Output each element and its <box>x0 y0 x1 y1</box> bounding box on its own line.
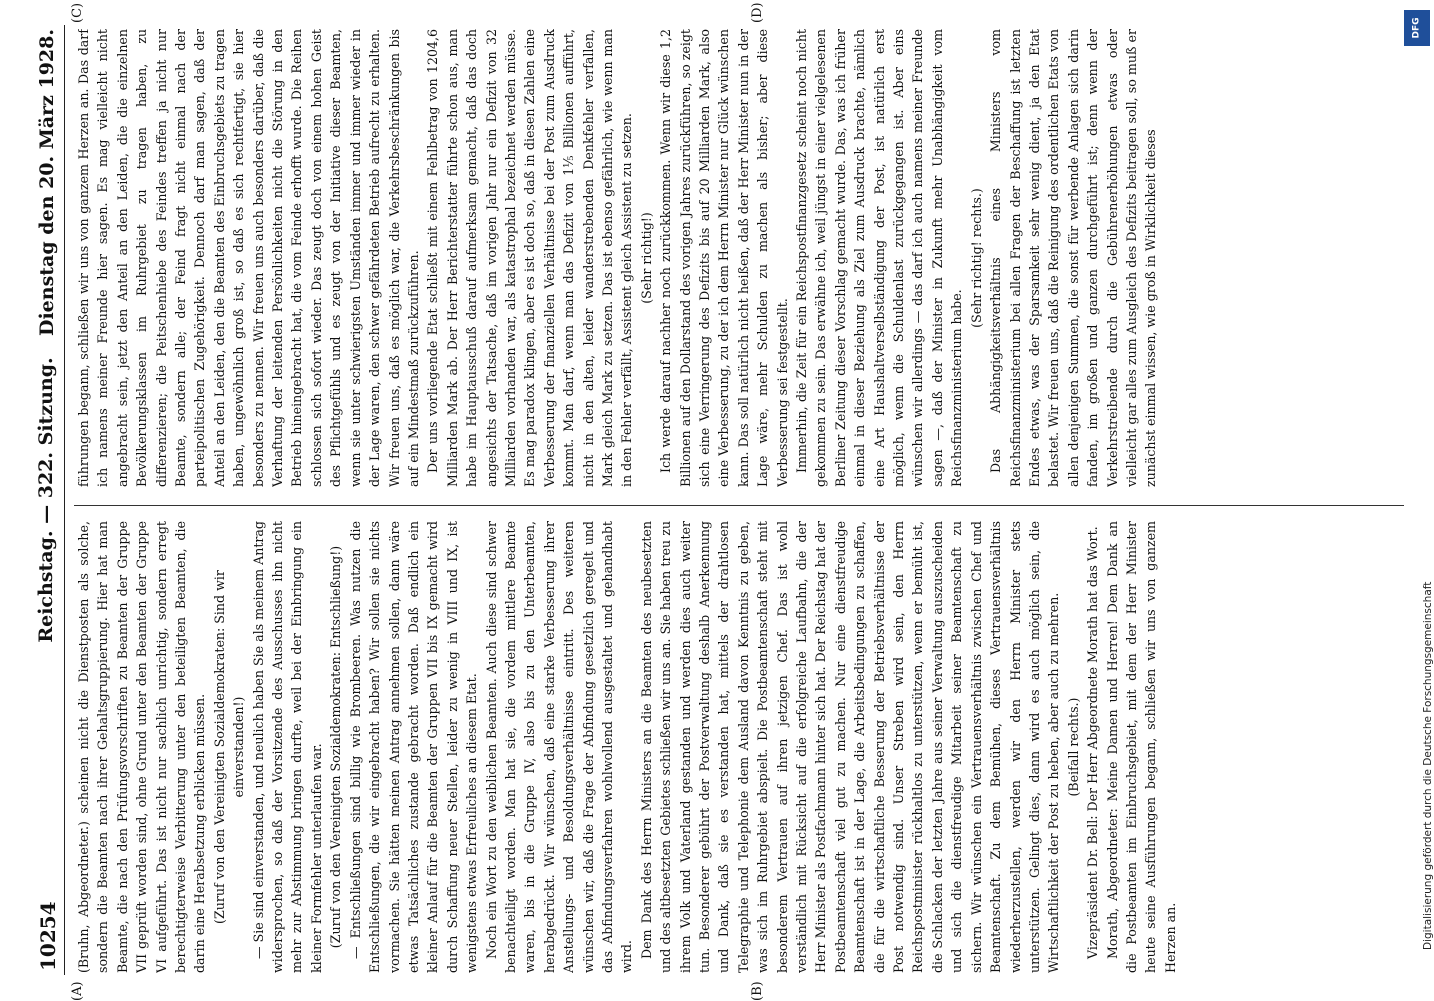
paragraph: Immerhin, die Zeit für ein Reichspostfinanzgesetz scheint noch nicht gekommen zu sein. Das erwähne ich, weil jüngst in einer vielgelesenen Berliner Zeitung dieser Vorschlag gemacht wurde. Das, was ich früher einmal in dieser Beziehung als Ziel zum Ausdruck brachte, nämlich eine Art Haushaltverselbständigung der Post, ist natürlich erst möglich, wenn die Schuldenlast zurückgegangen ist. Aber eins wünschen wir allerdings — das darf ich auch namens meiner Freunde sagen —, daß der Minister in Zukunft mehr Unabhängigkeit vom Reichsfinanzministerium habe. <box>794 29 965 487</box>
paragraph: Morath, Abgeordneter: Meine Damen und Herren! Dem Dank an die Postbeamten im Einbruchsgebiet, mit dem der Herr Minister heute seine Ausführungen begann, schließen wir uns von ganzem Herzen an. <box>1104 521 1178 973</box>
digitization-text: Digitalisierung gefördert durch die Deutsche Forschungsgemeinschaft <box>1422 581 1434 950</box>
paragraph: Das Abhängigkeitsverhältnis eines Ministers vom Reichsfinanzministerium bei allen Fragen der Beschaffung ist letzten Endes etwas, was der Sparsamkeit sehr wenig dient, ja den Etat belastet. Wir freuen uns, daß die Reinigung des ordentlichen Etats von allen denjenigen Summen, die sonst für werbende Anlagen sich darin fanden, im großen und ganzen durchgeführt ist; denn wenn der Verkehrstreibende durch die Gebührenerhöhungen etwas oder vielleicht gar alles zum Ausgleich des Defizits beitragen soll, so muß er zunächst einmal wissen, wie groß in Wirklichkeit dieses <box>988 29 1159 487</box>
session-date: Dienstag den 20. März 1928. <box>36 29 58 337</box>
left-column <box>74 521 1404 973</box>
vice-president-line: Vizepräsident Dr. Bell: Der Herr Abgeordnete Morath hat das Wort. <box>1085 526 1101 959</box>
right-column <box>74 29 1404 487</box>
marker-d: (D) <box>750 2 765 23</box>
marker-a: (A) <box>70 981 85 1001</box>
interjection: (Sehr richtig!) <box>638 212 654 304</box>
paragraph: Der uns vorliegende Etat schließt mit einem Fehlbetrag von 1204,6 Milliarden Mark ab. Der Herr Berichterstatter führte schon aus, man habe im Hauptausschuß darauf aufmerksam gemacht, daß das doch angesichts der Tatsache, daß im vorigen Jahr nur ein Defizit von 32 Milliarden vorhanden war, als katastrophal bezeichnet werden müsse. Es mag paradox klingen, aber es ist doch so, daß in diesen Zahlen eine Verbesserung der finanziellen Verhältnisse bei der Post zum Ausdruck kommt. Man darf, wenn man das Defizit von 1⅕ Billionen aufführt, nicht in den alten, leider wanderstrebenden Denkfehler verfallen, Mark gleich Mark zu setzen. Das ist ebenso gefährlich, wie wenn man in den Fehler verfällt, Assistent gleich Assistent zu setzen. <box>425 29 635 487</box>
paragraph: führungen begann, schließen wir uns von ganzem Herzen an. Das darf ich namens meiner Freunde hier sagen. Es mag vielleicht nicht angebracht sein, jetzt den Anteil an den Leiden, die die einzelnen Bevölkerungsklassen im Ruhrgebiet zu tragen haben, zu differenzieren; die Peitschenhiebe des Feindes treffen ja nicht nur Beamte, sondern alle; der Feind fragt nicht einmal nach der parteipolitischen Zugehörigkeit. Dennoch darf man sagen, daß der Anteil an den Leiden, den die Beamten des Einbruchsgebiets zu tragen haben, ungewöhnlich groß ist, so daß es sich rechtfertigt, sie hier besonders zu nennen. Wir freuen uns auch besonders darüber, daß die Verhaftung der leitenden Persönlichkeiten nicht die Störung in den Betrieb hineingebracht hat, die vom Feinde erhofft wurde. Die Reihen schlossen sich sofort wieder. Das zeugt doch von einem hohen Geist des Pflichtgefühls und es zeugt von der Initiative dieser Beamten, wenn sie unter schwierigsten Umständen immer und immer wieder in der Lage waren, den schwer gefährdeten Betrieb aufrecht zu erhalten. Wir freuen uns, daß es möglich war, die Verkehrsbeschränkungen bis auf ein Mindestmaß zurückzuführen. <box>76 29 421 487</box>
page-number: 10254 <box>36 901 60 971</box>
marker-c: (C) <box>70 2 85 23</box>
paragraph: Ich werde darauf nachher noch zurückkommen. Wenn wir diese 1,2 Billionen auf den Dollarstand des vorigen Jahres zurückführen, so zeigt sich eine Verringerung des Defizits bis auf 20 Milliarden Mark, also eine Verbesserung, zu der ich dem Herrn Minister nur Glück wünschen kann. Das soll natürlich nicht heißen, daß der Herr Minister nun in der Lage wäre, mehr Schulden zu machen als bisher; aber diese Verbesserung sei festgestellt. <box>658 29 790 487</box>
digitization-note <box>1408 50 1434 950</box>
paragraph: (Bruhn, Abgeordneter.) scheinen nicht die Dienstposten als solche, sondern die Beamten nach ihrer Gehaltsgruppierung. Hier hat man Beamte, die nach den Prüfungsvorschriften zu Beamten der Gruppe VII geprüft worden sind, ohne Grund unter den Beamten der Gruppe VI aufgeführt. Das ist nicht nur sachlich unrichtig, sondern erregt berechtigterweise Verbitterung unter den beteiligten Beamten, die darin eine Herabsetzung erblicken müssen. <box>76 521 208 973</box>
interjection: (Zuruf von den Vereinigten Sozialdemokraten: Entschließung!) <box>328 545 344 949</box>
interjection: (Zuruf von den Vereinigten Sozialdemokraten: Sind wir einverstanden!) <box>211 570 247 924</box>
column-divider <box>74 505 1404 506</box>
rotated-page <box>30 2 1415 1001</box>
paragraph: — Entschließungen sind billig wie Brombeeren. Was nutzen die Entschließungen, die wir eingebracht haben? Wir sollen sie nichts vormachen. Sie hätten meinen Antrag annehmen sollen, dann wäre etwas Tatsächliches zustande gebracht worden. Daß endlich ein kleiner Anlauf für die Beamten der Gruppen VII bis IX gemacht wird durch Schaffung neuer Stellen, leider zu wenig in VIII und IX, ist wenigstens etwas Erfreuliches an diesem Etat. <box>347 521 480 973</box>
paragraph: Noch ein Wort zu den weiblichen Beamten. Auch diese sind schwer benachteiligt worden. Man hat sie, die vordem mittlere Beamte waren, bis in die Gruppe IV, also bis zu den Unterbeamten, herabgedrückt. Wir wünschen, daß eine starke Verbesserung ihrer Anstellungs- und Besoldungsverhältnisse eintritt. Des weiteren wünschen wir, daß die Frage der Abfindung gesetzlich geregelt und das Abfindungsverfahren wohlwollend ausgestaltet und gehandhabt wird. <box>483 521 635 973</box>
paragraph: Dem Dank des Herrn Ministers an die Beamten des neubesetzten und des altbesetzten Gebietes schließen wir uns an. Sie haben treu zu ihrem Volk und Vaterland gestanden und werden dies auch weiter tun. Besonderer gebührt der Postverwaltung deshalb Anerkennung und Dank, daß sie es verstanden hat, mittels der drahtlosen Telegraphie und Telephonie dem Ausland davon Kenntnis zu geben, was sich im Ruhrgebiet abspielt. Die Postbeamtenschaft steht mit besonderem Vertrauen auf ihren jetzigen Chef. Das ist wohl verständlich mit Rücksicht auf die erfolgreiche Laufbahn, die der Herr Minister als Postfachmann hinter sich hat. Der Reichstag hat der Postbeamtenschaft viel gut zu machen. Nur eine dienstfreudige Beamtenschaft ist in der Lage, die Arbeitsbedingungen zu schaffen, die für die wirtschaftliche Besserung der Betriebsverhältnisse der Post notwendig sind. Unser Streben wird sein, den Herrn Reichspostminister rückhaltlos zu unterstützen, wenn er bemüht ist, die Schlacken der letzten Jahre aus seiner Verwaltung auszuscheiden und sich die dienstfreudige Mitarbeit seiner Beamtenschaft zu sichern. Wir wünschen ein Vertrauensverhältnis zwischen Chef und Beamtenschaft. Zu dem Bemühen, dieses Vertrauensverhältnis wiederherzustellen, werden wir den Herrn Minister stets unterstützen. Gelingt dies, dann wird es auch möglich sein, die Wirtschaftlichkeit der Post zu heben, aber auch zu mehren. <box>638 521 1062 973</box>
dfg-logo: DFG <box>1404 10 1430 46</box>
session-title: Reichstag. — 322. Sitzung. <box>35 357 57 643</box>
paragraph: — Sie sind einverstanden, und neulich haben Sie als meinem Antrag widersprochen, so daß der Vorsitzende des Ausschusses ihn nicht mehr zur Abstimmung bringen durfte, weil bei der Einbringung ein kleiner Formfehler unterlaufen war. <box>250 521 324 973</box>
interjection: (Sehr richtig! rechts.) <box>968 188 984 328</box>
marker-b: (B) <box>750 981 765 1001</box>
page-header <box>30 25 65 975</box>
applause: (Beifall rechts.) <box>1065 697 1081 797</box>
